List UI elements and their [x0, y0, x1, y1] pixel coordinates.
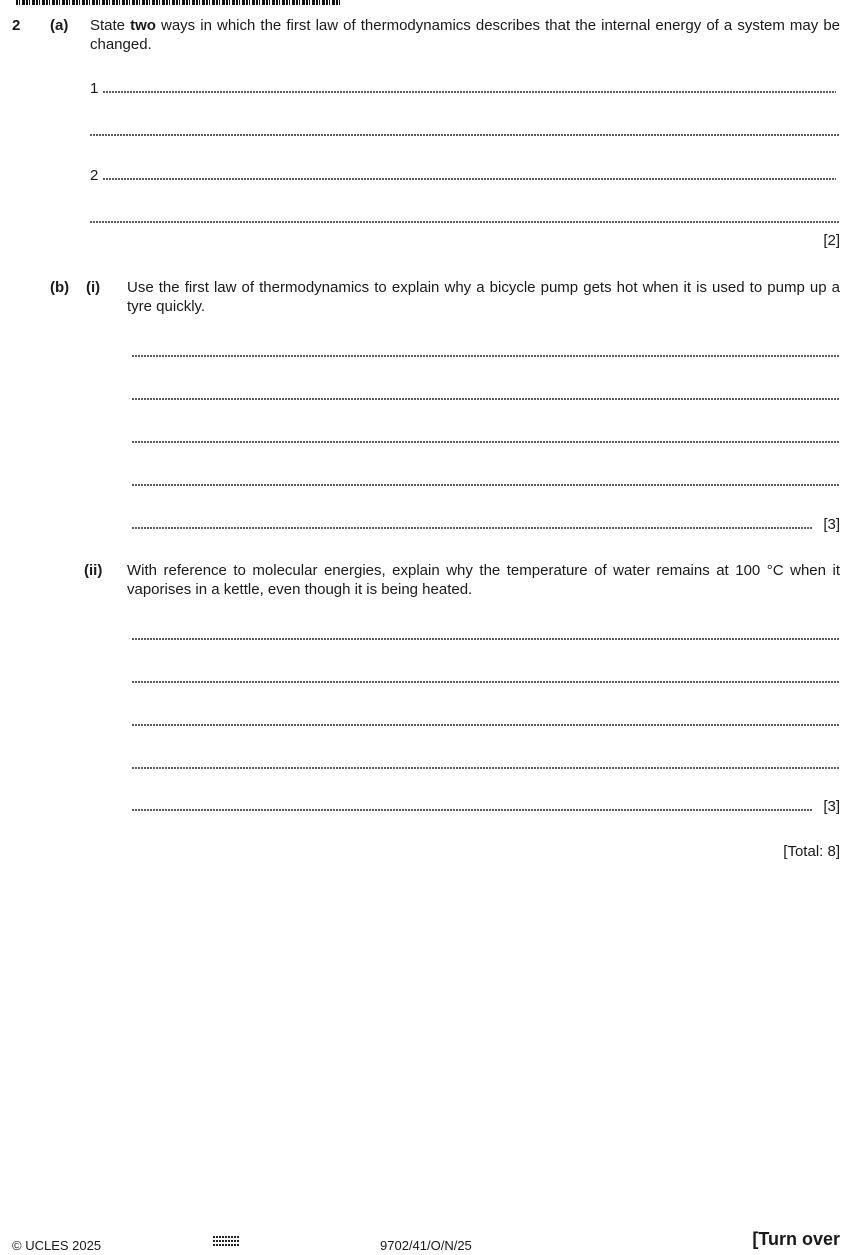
dotted-line	[132, 484, 840, 486]
answer-line-bi-2[interactable]	[132, 386, 840, 405]
dotted-line	[132, 441, 840, 443]
footer-paper-code: 9702/41/O/N/25	[380, 1238, 472, 1253]
dotted-line	[132, 724, 840, 726]
part-b-i-label: (i)	[86, 279, 101, 296]
part-b-ii-mark: [3]	[823, 798, 840, 815]
dotted-line	[132, 681, 840, 683]
answer-line-a1[interactable]	[90, 79, 840, 98]
answer-line-bi-5[interactable]	[132, 515, 812, 534]
answer-line-a2[interactable]	[90, 166, 840, 185]
dotted-line	[132, 767, 840, 769]
answer-line-bii-2[interactable]	[132, 669, 840, 688]
footer-copyright: © UCLES 2025	[12, 1238, 102, 1253]
part-b-ii-prompt: With reference to molecular energies, explain why the temperature of water remains at 100 °C when it vaporises in a kettle, even though it is being heated.	[127, 562, 840, 598]
question-number: 2	[12, 17, 21, 34]
answer-line-bii-5[interactable]	[132, 797, 812, 816]
part-b-label: (b)	[50, 279, 70, 296]
part-b-ii-label: (ii)	[84, 562, 103, 579]
part-a-prompt	[90, 16, 840, 54]
answer-line-bii-4[interactable]	[132, 755, 840, 774]
dotted-line	[132, 638, 840, 640]
dotted-line	[132, 355, 840, 357]
answer-line-bii-1[interactable]	[132, 626, 840, 645]
part-a-text-before: State	[90, 17, 131, 34]
dotted-line	[90, 221, 840, 223]
answer-line-a2-number: 2	[90, 167, 99, 184]
part-a-text-bold: two	[130, 17, 156, 34]
part-a-mark: [2]	[823, 232, 840, 249]
dotted-line	[103, 178, 836, 180]
turn-over-label: [Turn over	[752, 1229, 840, 1249]
answer-line-bi-4[interactable]	[132, 472, 840, 491]
part-b-i-mark: [3]	[823, 516, 840, 533]
question-total: [Total: 8]	[783, 843, 840, 860]
part-a-text-after: ways in which the first law of thermodynamics describes that the internal energy of a system may be changed.	[90, 17, 840, 53]
answer-line-a1-number: 1	[90, 80, 99, 97]
answer-line-a2-cont[interactable]	[90, 209, 840, 228]
answer-line-a1-cont[interactable]	[90, 122, 840, 141]
page-barcode	[16, 0, 342, 5]
answer-line-bii-3[interactable]	[132, 712, 840, 731]
dotted-line	[90, 134, 840, 136]
answer-line-bi-3[interactable]	[132, 429, 840, 448]
dotted-line	[132, 809, 812, 811]
answer-line-bi-1[interactable]	[132, 343, 840, 362]
qr-code-icon	[213, 1234, 239, 1246]
part-a-label: (a)	[50, 17, 69, 34]
dotted-line	[132, 527, 812, 529]
dotted-line	[132, 398, 840, 400]
dotted-line	[103, 91, 836, 93]
part-b-i-prompt: Use the first law of thermodynamics to explain why a bicycle pump gets hot when it is used to pump up a tyre quickly.	[127, 279, 840, 315]
